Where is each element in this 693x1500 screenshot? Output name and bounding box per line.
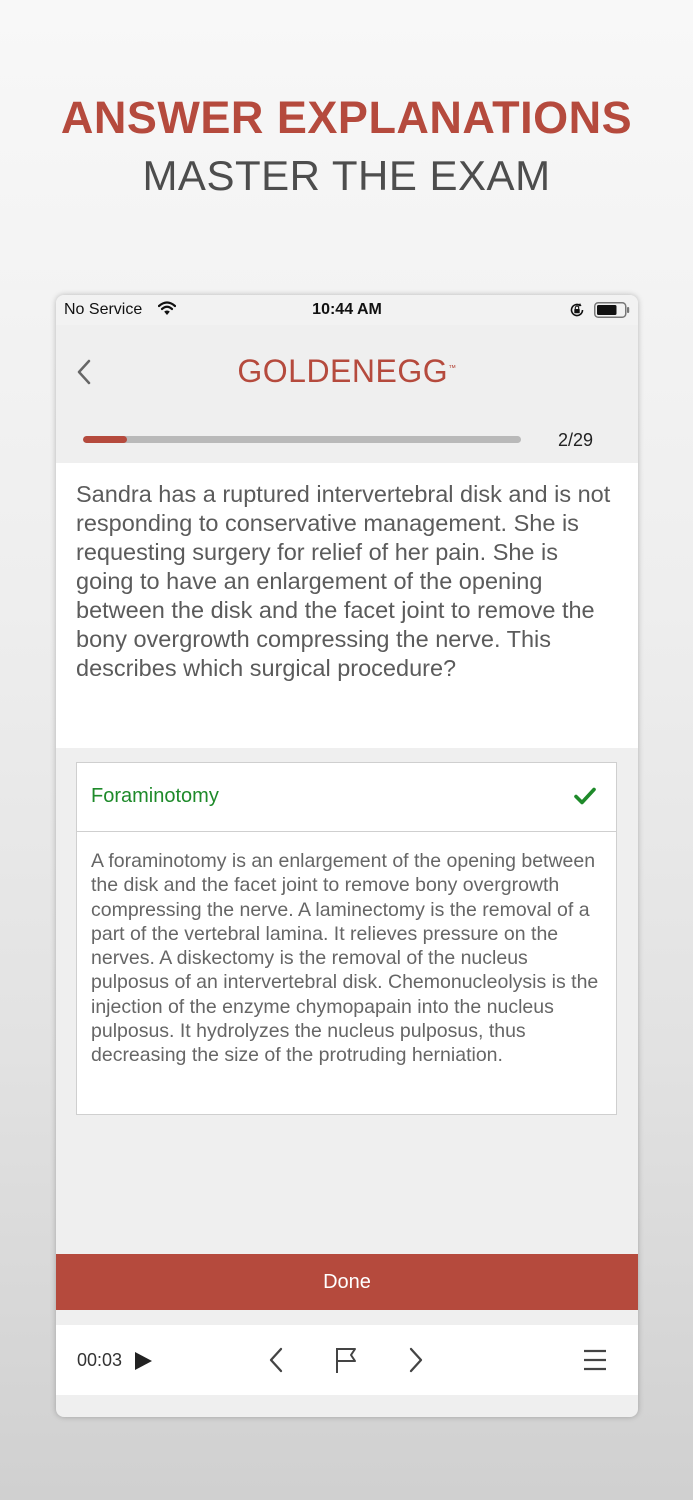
progress-fill — [83, 436, 127, 443]
flag-icon[interactable] — [333, 1345, 359, 1375]
progress-bar — [83, 436, 521, 443]
timer: 00:03 — [77, 1350, 123, 1370]
app-logo — [56, 353, 638, 390]
promo-subtitle: MASTER THE EXAM — [142, 152, 551, 199]
status-time: 10:44 AM — [312, 301, 382, 318]
answer-label: Foraminotomy — [91, 785, 219, 807]
phone-screen — [56, 295, 638, 1417]
answer-card — [76, 762, 617, 1115]
answer-explanation: A foraminotomy is an enlargement of the opening between the disk and the facet joint to remove bony overgrowth compressing the nerve. A laminectomy is the removal of a part of the vertebral lamina. It relieves pressure on the nerves. A diskectomy is the removal of the nucleus pulposus of an intervertebral disk. Chemonucleolysis is the injection of the enzyme chymopapain into the nucleus pulposus. It hydrolyzes the nucleus pulposus, thus decreasing the size of the protruding herniation. — [91, 850, 599, 1067]
checkmark-icon — [574, 787, 596, 805]
question-text: Sandra has a ruptured intervertebral disk and is not responding to conservative management. She is requesting surgery for relief of her pain. She is going to have an enlargement of the opening between the disk and the facet joint to remove the bony overgrowth compressing the nerve. This describes which surgical procedure? — [56, 463, 638, 748]
promo-title: ANSWER EXPLANATIONS — [60, 92, 633, 143]
carrier-label: No Service — [64, 301, 143, 318]
bottom-toolbar — [56, 1325, 638, 1395]
battery-icon — [594, 302, 630, 318]
progress-row — [56, 417, 638, 463]
logo-text: GOLDENEGG — [237, 353, 449, 389]
menu-icon[interactable] — [583, 1348, 607, 1372]
chevron-left-icon[interactable] — [266, 1345, 286, 1375]
chevron-right-icon[interactable] — [406, 1345, 426, 1375]
answer-option[interactable] — [77, 763, 616, 832]
done-button[interactable]: Done — [56, 1254, 638, 1310]
nav-bar — [56, 325, 638, 417]
status-bar — [56, 295, 638, 325]
question-counter: 2/29 — [558, 430, 594, 450]
orientation-lock-icon — [569, 302, 585, 318]
logo-trademark: ™ — [448, 363, 457, 373]
play-icon[interactable] — [133, 1351, 153, 1371]
